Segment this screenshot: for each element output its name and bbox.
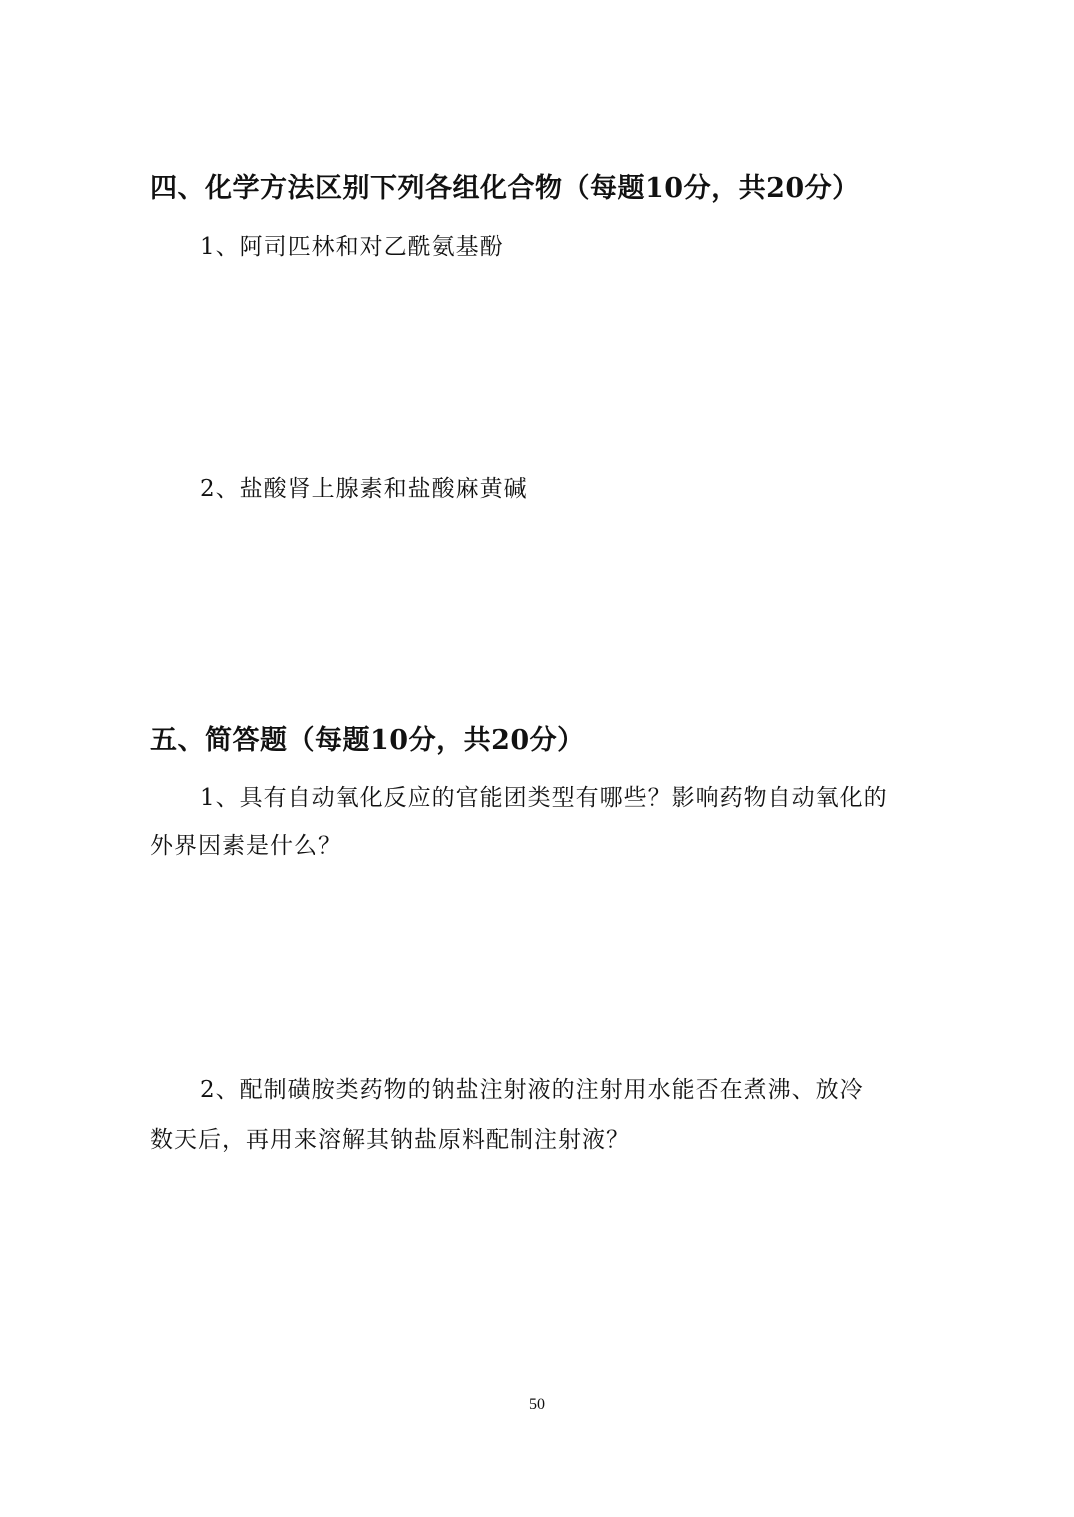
section-5-question-2-line-2: 数天后，再用来溶解其钠盐原料配制注射液？ <box>150 1127 630 1153</box>
section-4-question-2: 2、盐酸肾上腺素和盐酸麻黄碱 <box>200 476 528 502</box>
section-5-question-1-line-1: 1、具有自动氧化反应的官能团类型有哪些？影响药物自动氧化的 <box>200 785 888 811</box>
section-5-question-1-line-2: 外界因素是什么？ <box>150 833 342 859</box>
section-5-heading: 五、简答题（每题10分，共20分） <box>150 725 585 756</box>
section-5-question-2-line-1: 2、配制磺胺类药物的钠盐注射液的注射用水能否在煮沸、放冷 <box>200 1077 864 1103</box>
section-4-heading: 四、化学方法区别下列各组化合物（每题10分，共20分） <box>150 173 860 204</box>
section-4-question-1: 1、阿司匹林和对乙酰氨基酚 <box>200 234 504 260</box>
page-number: 50 <box>529 1396 545 1413</box>
